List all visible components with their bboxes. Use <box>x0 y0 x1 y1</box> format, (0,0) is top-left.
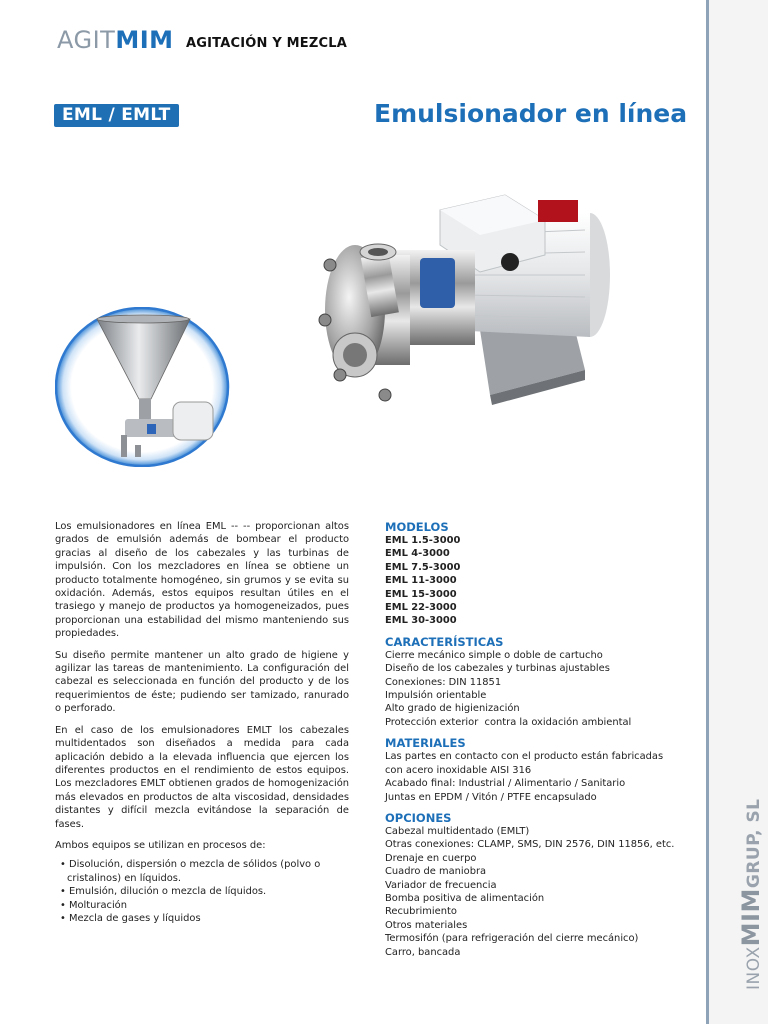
list-item: Cabezal multidentado (EMLT) <box>385 825 530 837</box>
list-item: EML 22-3000 <box>385 602 457 614</box>
description-paragraph: Los emulsionadores en línea EML -- -- proporcionan altos grados de emulsión además de bombear el producto gracias al diseño de los cabezales y las turbinas de impulsión. Con los mezcladores en línea se obtiene un producto totalmente homogéneo, sin grumos y se evita su oxidación. Además, estos equipos resultan útiles en el trasiego y manejo de productos ya homogeneizados, pues proporcionan una estabilidad del mismo manteniendo sus propiedades. <box>55 521 349 640</box>
list-item: Otros materiales <box>385 919 468 931</box>
list-item: Alto grado de higienización <box>385 703 520 715</box>
list-item: Carro, bancada <box>385 946 461 958</box>
list-item: Protección exterior contra la oxidación ambiental <box>385 716 632 728</box>
list-item: EML 11-3000 <box>385 575 457 587</box>
specs-column <box>385 520 703 966</box>
logo-part1: AGIT <box>57 26 116 54</box>
tagline: AGITACIÓN Y MEZCLA <box>186 36 347 51</box>
side-brand <box>737 798 765 990</box>
options-section <box>385 811 703 959</box>
materials-section <box>385 736 703 804</box>
list-item: Otras conexiones: CLAMP, SMS, DIN 2576, DIN 11856, etc. <box>385 839 675 851</box>
list-item: • Mezcla de gases y líquidos <box>60 912 201 924</box>
side-brand-part2: MIM <box>737 888 765 947</box>
description-paragraph: En el caso de los emulsionadores EMLT los cabezales multidentados son diseñados a medida para cada aplicación debido a la elevada influencia que ejercen los diferentes productos en el rendimiento de estos equipos. Los mezcladores EMLT obtienen grados de homogenización más elevados en productos de alta viscosidad, densidades distantes y difícil mezcla evitándose la separación de fases. <box>55 724 349 830</box>
list-item: Juntas en EPDM / Vitón / PTFE encapsulado <box>385 791 597 803</box>
list-item: Bomba positiva de alimentación <box>385 892 545 904</box>
section-heading: MATERIALES <box>385 736 466 751</box>
description-paragraph: Su diseño permite mantener un alto grado de higiene y agilizar las tareas de mantenimiento. La configuración del cabezal es seleccionada en función del producto y de los requerimientos de éste; pudiendo ser tamizado, ranurado o perforado. <box>55 649 349 715</box>
list-item: • Molturación <box>60 899 127 911</box>
list-item: EML 30-3000 <box>385 615 457 627</box>
list-item: Variador de frecuencia <box>385 879 497 891</box>
process-list <box>55 858 349 925</box>
list-item: • Disolución, dispersión o mezcla de sólidos (polvo o cristalinos) en líquidos. <box>60 859 321 884</box>
list-item: • Emulsión, dilución o mezcla de líquidos. <box>60 886 267 898</box>
list-item: EML 1.5-3000 <box>385 535 461 546</box>
list-item: Drenaje en cuerpo <box>385 852 477 864</box>
list-item: EML 15-3000 <box>385 588 457 600</box>
list-item: Cuadro de maniobra <box>385 866 487 878</box>
list-item: Acabado final: Industrial / Alimentario / Sanitario <box>385 778 626 790</box>
list-item: Recubrimiento <box>385 906 457 918</box>
side-brand-part3: GRUP, SL <box>744 798 764 889</box>
list-item: Diseño de los cabezales y turbinas ajustables <box>385 663 610 675</box>
features-section <box>385 635 703 729</box>
model-badge: EML / EMLT <box>54 104 179 127</box>
description-column <box>55 520 349 925</box>
list-item: EML 4-3000 <box>385 548 450 560</box>
section-heading: CARACTERÍSTICAS <box>385 634 504 649</box>
list-item: Conexiones: DIN 11851 <box>385 676 502 688</box>
models-section <box>385 520 703 628</box>
hopper-pump-image <box>55 307 230 467</box>
page-title: Emulsionador en línea <box>374 99 688 128</box>
section-heading: MODELOS <box>385 520 449 534</box>
list-item: Cierre mecánico simple o doble de cartucho <box>385 649 603 661</box>
list-item: Termosifón (para refrigeración del cierre mecánico) <box>385 933 639 945</box>
pump-image <box>300 180 620 425</box>
brand-logo <box>57 26 174 54</box>
list-item: EML 7.5-3000 <box>385 561 461 573</box>
logo-part2: MIM <box>115 26 174 54</box>
side-brand-part1: INOX <box>744 946 764 990</box>
section-heading: OPCIONES <box>385 810 452 825</box>
description-paragraph: Ambos equipos se utilizan en procesos de: <box>55 839 266 851</box>
list-item: Impulsión orientable <box>385 690 487 702</box>
list-item: Las partes en contacto con el producto están fabricadas con acero inoxidable AISI 316 <box>385 751 664 776</box>
